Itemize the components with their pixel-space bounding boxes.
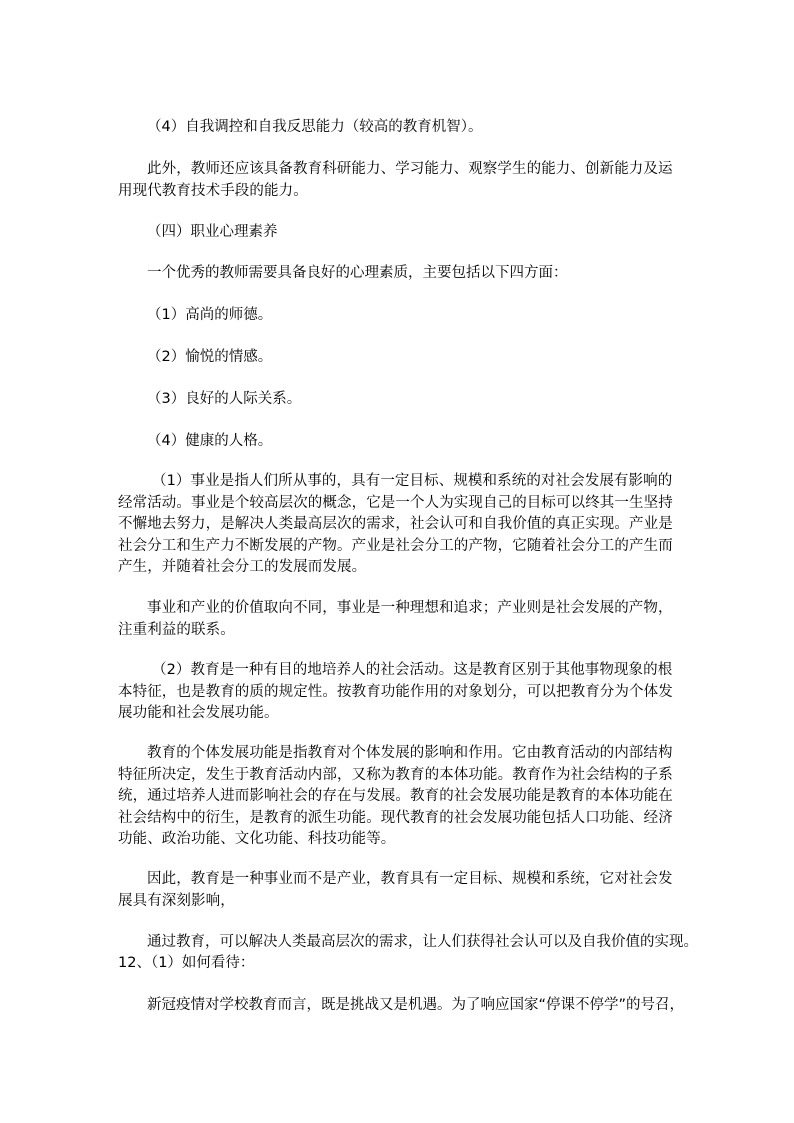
list-item-personality: （4）健康的人格。 xyxy=(147,433,273,449)
list-item-ethics: （1）高尚的师德。 xyxy=(147,307,273,323)
question-heading: 12、（1）如何看待： xyxy=(118,955,255,971)
paragraph-education-value: 通过教育，可以解决人类最高层次的需求，让人们获得社会认可以及自我价值的实现。 xyxy=(147,934,698,950)
paragraph-value-orientation: 事业和产业的价值取向不同，事业是一种理想和追求；产业则是社会发展的产物，注重利益的联系。 xyxy=(118,600,673,638)
paragraph-career-vs-industry: （1）事业是指人们所从事的，具有一定目标、规模和系统的对社会发展有影响的经常活动。事业是个较高层次的概念，它是一个人为实现自己的目标可以终其一生坚持不懈地去努力，是解决人类最高层次的需求，社会认可和自我价值的真正实现。产业是社会分工和生产力不断发展的产物。产业是社会分工的产物，它随着社会分工的产生而产生，并随着社会分工的发展而发展。 xyxy=(118,473,673,575)
paragraph-education-definition: （2）教育是一种有目的地培养人的社会活动。这是教育区别于其他事物现象的根本特征，也是教育的质的规定性。按教育功能作用的对象划分，可以把教育分为个体发展功能和社会发展功能。 xyxy=(118,662,673,721)
section-heading-psychology: （四）职业心理素养 xyxy=(147,224,278,240)
paragraph-covid: 新冠疫情对学校教育而言，既是挑战又是机遇。为了响应国家“停课不停学”的号召， xyxy=(147,997,685,1013)
paragraph-additional-abilities: 此外，教师还应该具备教育科研能力、学习能力、观察学生的能力、创新能力及运用现代教育技术手段的能力。 xyxy=(118,161,673,199)
list-item-emotion: （2）愉悦的情感。 xyxy=(147,349,273,365)
paragraph-education-functions: 教育的个体发展功能是指教育对个体发展的影响和作用。它由教育活动的内部结构特征所决定，发生于教育活动内部，又称为教育的本体功能。教育作为社会结构的子系统，通过培养人进而影响社会的存在与发展。教育的社会发展功能是教育的本体功能在社会结构中的衍生，是教育的派生功能。现代教育的社会发展功能包括人口功能、经济功能、政治功能、文化功能、科技功能等。 xyxy=(118,745,673,847)
paragraph-self-regulation: （4）自我调控和自我反思能力（较高的教育机智）。 xyxy=(147,119,483,135)
paragraph-conclusion: 因此，教育是一种事业而不是产业，教育具有一定目标、规模和系统，它对社会发展具有深刻影响， xyxy=(118,871,673,909)
paragraph-psychology-intro: 一个优秀的教师需要具备良好的心理素质，主要包括以下四方面： xyxy=(147,265,568,281)
list-item-relations: （3）良好的人际关系。 xyxy=(147,391,302,407)
